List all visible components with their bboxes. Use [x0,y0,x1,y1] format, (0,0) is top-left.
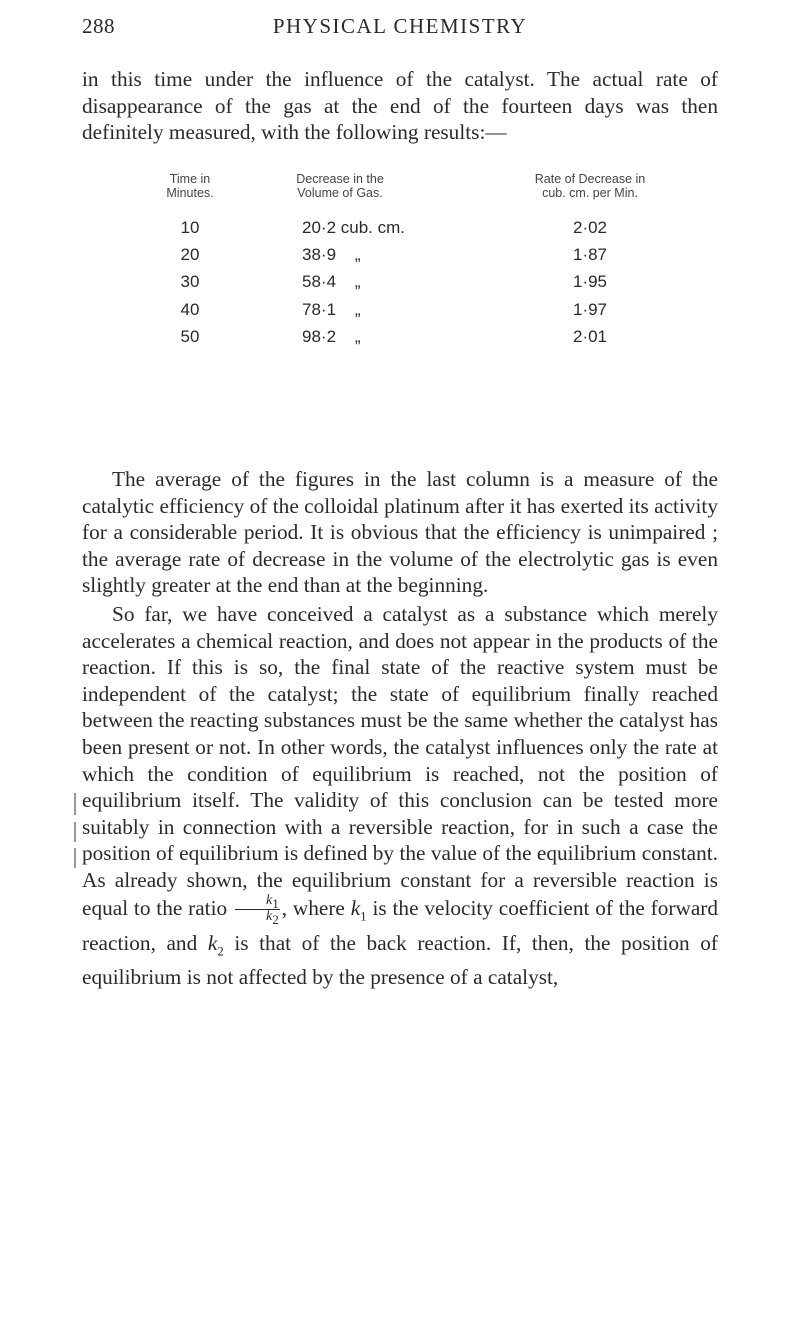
header-time: Time in Minutes. [166,172,214,200]
k-symbol: k [207,930,218,955]
k-symbol: k [350,895,361,920]
page-header [82,14,718,44]
table-header [166,172,680,214]
decrease-cell: 58·4 „ [302,272,361,292]
catalyst-paragraph: So far, we have conceived a catalyst as a substance which merely accelerates a chemical reaction, and does not appear in the products of the reaction. If this is so, the final state of the reactive system must be independent of the catalyst; the state of equilibrium finally reached between the reacting substances must be the same whether the catalyst has been present or not. In other words, the catalyst influences only the rate at which the condition of equilibrium is reached, not the position of equilibrium itself. The validity of this conclusion can be tested more suitably in connection with a reversible reaction, for in such a case the position of equilibrium is defined by the value of the equilibrium constant. As already shown, the equilibrium constant for a reversible reaction is equal to the ratio $\frac{k_1}{k_2}$ , where $k_1$ is the velocity coefficient of the forward reaction, and $k_2$ is that of the back reaction. If, then, the position of equilibrium is not affected by the presence of a catalyst, [82,602,719,990]
average-paragraph: The average of the figures in the last column is a measure of the catalytic efficiency of the colloidal platinum after it has exerted its activity for a considerable period. It is obvious that the efficiency is unimpaired ; the average rate of decrease in the volume of the electrolytic gas is even slightly greater at the end than at the beginning. [82,467,718,598]
header-decrease: Decrease in the Volume of Gas. [296,172,384,200]
margin-mark [74,848,76,868]
decrease-cell: 20·2 cub. cm. [302,218,405,237]
rate-cell: 1·95 [572,272,608,292]
time-cell: 20 [180,245,200,265]
time-cell: 40 [180,299,200,319]
rate-cell: 1·97 [572,299,608,319]
rate-cell: 2·02 [572,218,608,237]
decrease-cell: 78·1 „ [302,299,361,319]
running-title: PHYSICAL CHEMISTRY [272,14,528,38]
k-symbol: k [266,909,273,925]
time-cell: 10 [180,218,200,237]
margin-mark [74,793,76,815]
ratio-fraction: $\frac{k_1}{k_2}$ [235,894,280,927]
catalyst-text: So far, we have conceived a catalyst as a substance which merely accelerates a chemical reaction, and does not appear in the products of the reaction. If this is so, the final state of the reactive system must be independent of the catalyst; the state of equilibrium finally reached between the reacting substances must be the same whether the catalyst has been present or not. In other words, the catalyst influences only the rate at which the condition of equilibrium is reached, not the position of equilibrium itself. The validity of this conclusion can be tested more suitably in connection with a reversible reaction, for in such a case the position of equilibrium is defined by the value of the equilibrium constant. As already shown, the equilibrium constant for a reversible reaction is equal to the ratio [82,602,718,920]
table-row [180,241,680,268]
results-table [166,172,680,350]
rate-cell: 2·01 [572,326,608,346]
decrease-cell: 38·9 „ [302,245,361,265]
time-cell: 50 [180,326,200,346]
table-row [180,214,680,241]
decrease-cell: 98·2 „ [302,326,361,346]
intro-paragraph: in this time under the influence of the catalyst. The actual rate of disappearance of the gas at the end of the fourteen days was then definitely measured, with the following results:— [82,67,718,145]
table-row [180,296,680,323]
margin-mark [74,822,76,842]
table-row [180,268,680,295]
header-rate: Rate of Decrease in cub. cm. per Min. [534,172,646,200]
rate-cell: 1·87 [572,245,608,265]
time-cell: 30 [180,272,200,292]
table-row [180,323,680,350]
page-number: 288 [82,14,115,38]
k-symbol: k [266,892,273,908]
